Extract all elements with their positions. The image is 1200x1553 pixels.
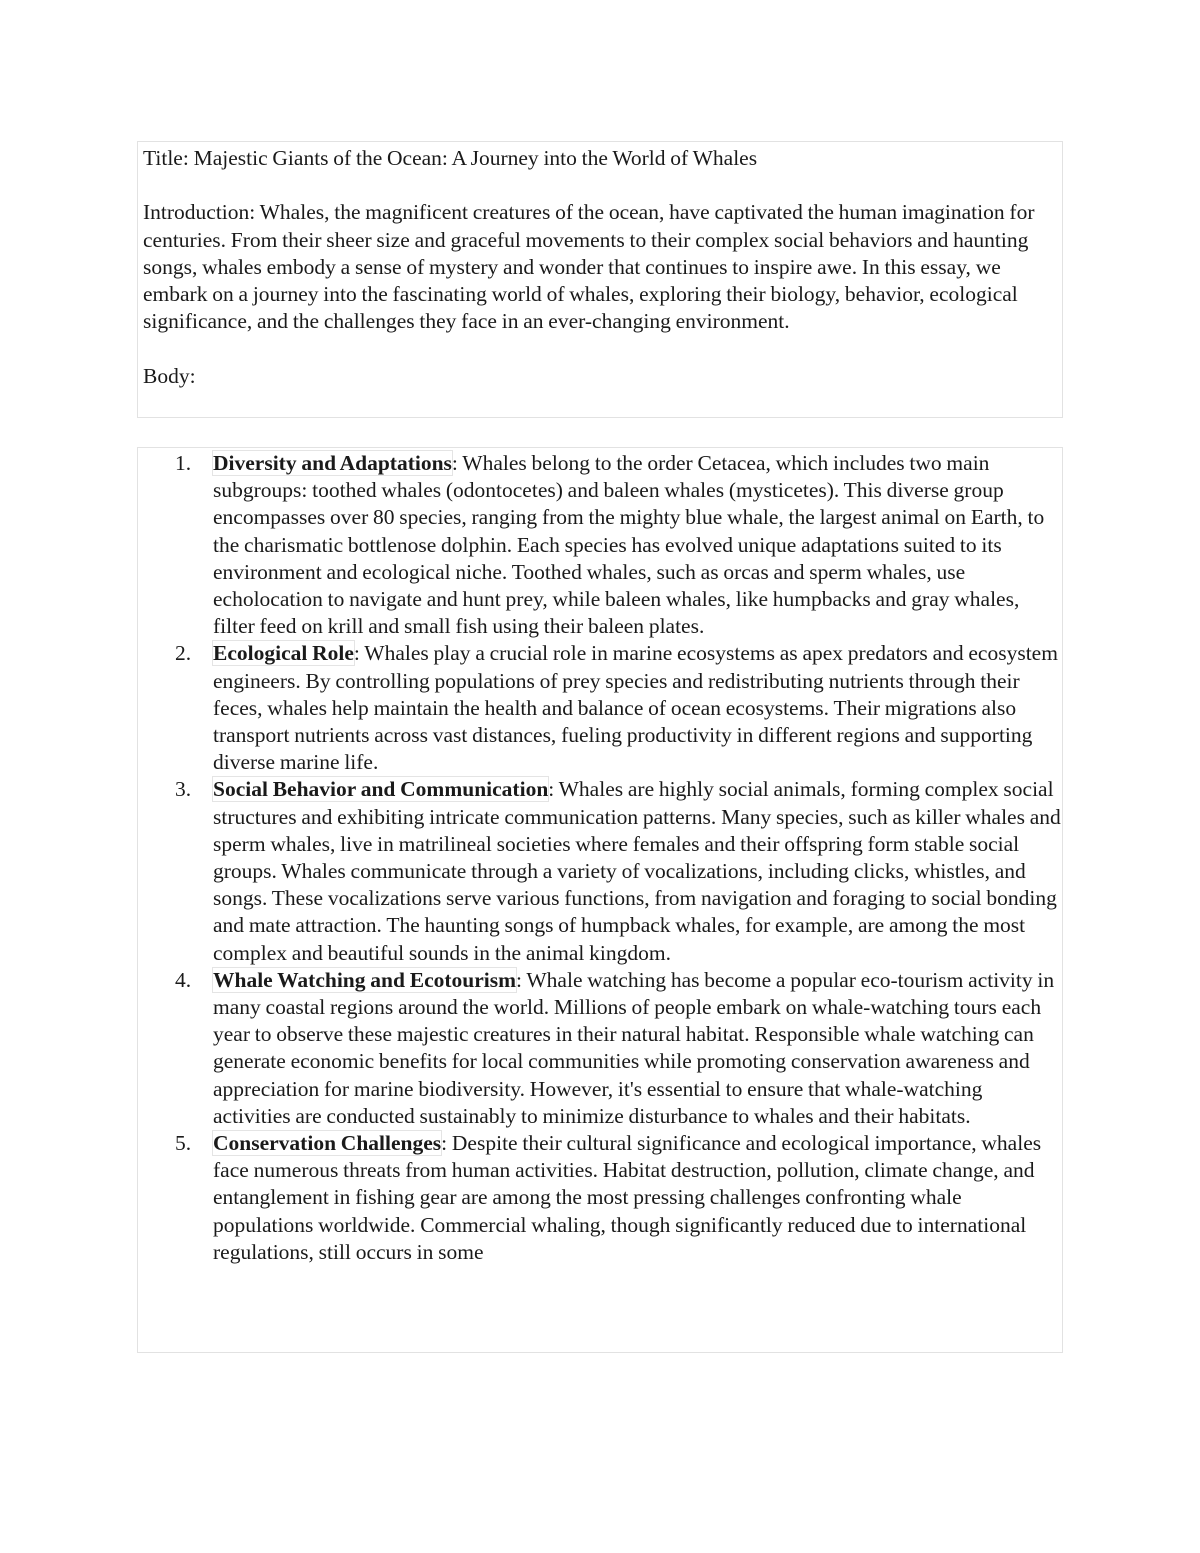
list-item — [175, 967, 1062, 1130]
essay-title: Title: Majestic Giants of the Ocean: A Journey into the World of Whales — [143, 146, 758, 170]
list-item-term: Diversity and Adaptations — [213, 451, 452, 475]
list-item-text: : Whales play a crucial role in marine ecosystems as apex predators and ecosystem engineers. By controlling populations of prey species and redistributing nutrients through their feces, whales help maintain the health and balance of ocean ecosystems. Their migrations also transport nutrients across vast distances, fueling productivity in different regions and supporting diverse marine life. — [213, 641, 1058, 775]
list-item-text: : Whales belong to the order Cetacea, which includes two main subgroups: toothed whales (odontocetes) and baleen whales (mysticetes). This diverse group encompasses over 80 species, ranging from the mighty blue whale, the largest animal on Earth, to the charismatic bottlenose dolphin. Each species has evolved unique adaptations suited to its environment and ecological niche. Toothed whales, such as orcas and sperm whales, use echolocation to navigate and hunt prey, while baleen whales, like humpbacks and gray whales, filter feed on krill and small fish using their baleen plates. — [213, 451, 1045, 639]
list-number: 1. — [175, 451, 192, 475]
list-item — [175, 640, 1062, 776]
list-item-term: Whale Watching and Ecotourism — [213, 967, 517, 992]
list-item-term: Social Behavior and Communication — [213, 777, 549, 802]
list-number: 4. — [175, 967, 192, 992]
intro-section — [137, 141, 1063, 418]
introduction-paragraph: Introduction: Whales, the magnificent creatures of the ocean, have captivated the human imagination for centuries. From their sheer size and graceful movements to their complex social behaviors and haunting songs, whales embody a sense of mystery and wonder that continues to inspire awe. In this essay, we embark on a journey into the fascinating world of whales, exploring their biology, behavior, ecological significance, and the challenges they face in an ever-changing environment. — [143, 200, 1035, 334]
numbered-list — [138, 450, 1062, 1266]
list-number: 3. — [175, 777, 192, 802]
list-item — [175, 1130, 1062, 1266]
list-item-term: Ecological Role — [213, 641, 354, 666]
list-item — [175, 776, 1062, 966]
list-item-text: : Despite their cultural significance and ecological importance, whales face numerous threats from human activities. Habitat destruction, pollution, climate change, and entanglement in fishing gear are among the most pressing challenges confronting whale populations worldwide. Commercial whaling, though significantly reduced due to international regulations, still occurs in some — [213, 1131, 1042, 1264]
list-item-text: : Whale watching has become a popular eco-tourism activity in many coastal regions around the world. Millions of people embark on whale-watching tours each year to observe these majestic creatures in their natural habitat. Responsible whale watching can generate economic benefits for local communities while promoting conservation awareness and appreciation for marine biodiversity. However, it's essential to ensure that whale-watching activities are conducted sustainably to minimize disturbance to whales and their habitats. — [213, 967, 1055, 1128]
body-list-section — [137, 447, 1063, 1353]
list-item-text: : Whales are highly social animals, forming complex social structures and exhibiting intricate communication patterns. Many species, such as killer whales and sperm whales, live in matrilineal societies where females and their offspring form stable social groups. Whales communicate through a variety of vocalizations, including clicks, whistles, and songs. These vocalizations serve various functions, from navigation and foraging to social bonding and mate attraction. The haunting songs of humpback whales, for example, are among the most complex and beautiful sounds in the animal kingdom. — [213, 777, 1061, 965]
list-item — [175, 450, 1062, 640]
list-number: 2. — [175, 641, 192, 666]
list-item-term: Conservation Challenges — [213, 1131, 442, 1156]
list-number: 5. — [175, 1131, 192, 1156]
body-label: Body: — [143, 363, 196, 388]
